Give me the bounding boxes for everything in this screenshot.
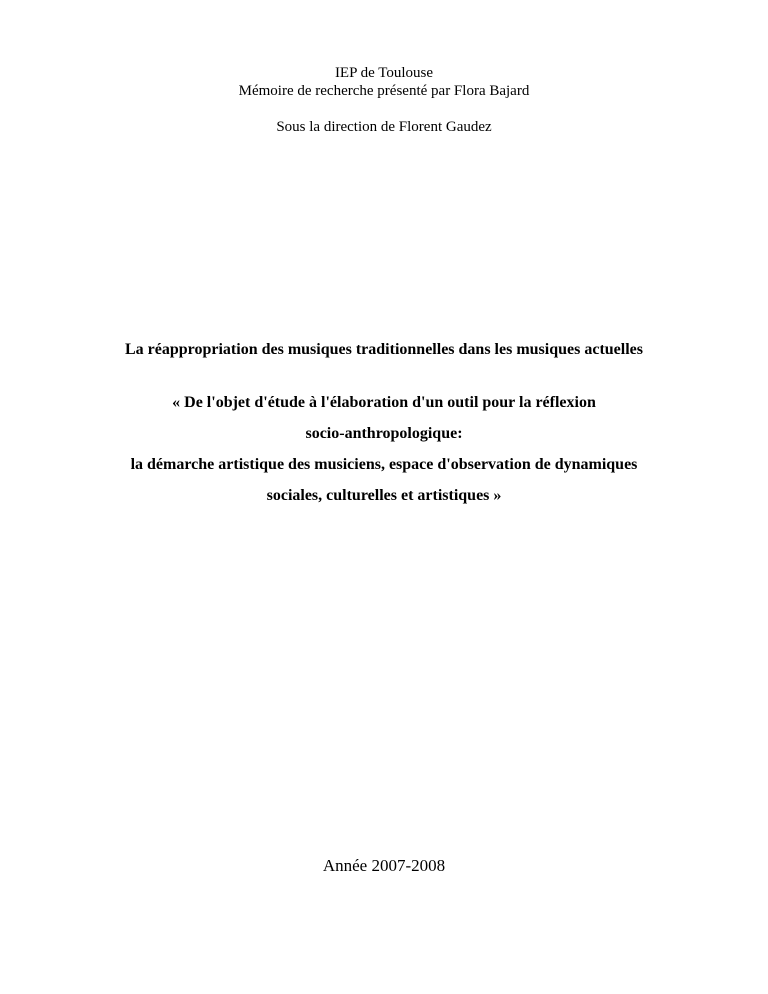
author-line: Mémoire de recherche présenté par Flora Bajard	[238, 83, 530, 99]
main-title: La réappropriation des musiques traditionnelles dans les musiques actuelles	[125, 341, 643, 358]
subtitle-line-4: sociales, culturelles et artistiques »	[266, 487, 502, 504]
subtitle-line-2: socio-anthropologique:	[305, 425, 463, 442]
academic-year: Année 2007-2008	[322, 856, 446, 875]
subtitle-line-3: la démarche artistique des musiciens, espace d'observation de dynamiques	[130, 456, 638, 473]
subtitle-line-1: « De l'objet d'étude à l'élaboration d'un outil pour la réflexion	[172, 394, 596, 411]
institution-line: IEP de Toulouse	[334, 65, 434, 81]
supervisor-line: Sous la direction de Florent Gaudez	[276, 119, 492, 135]
